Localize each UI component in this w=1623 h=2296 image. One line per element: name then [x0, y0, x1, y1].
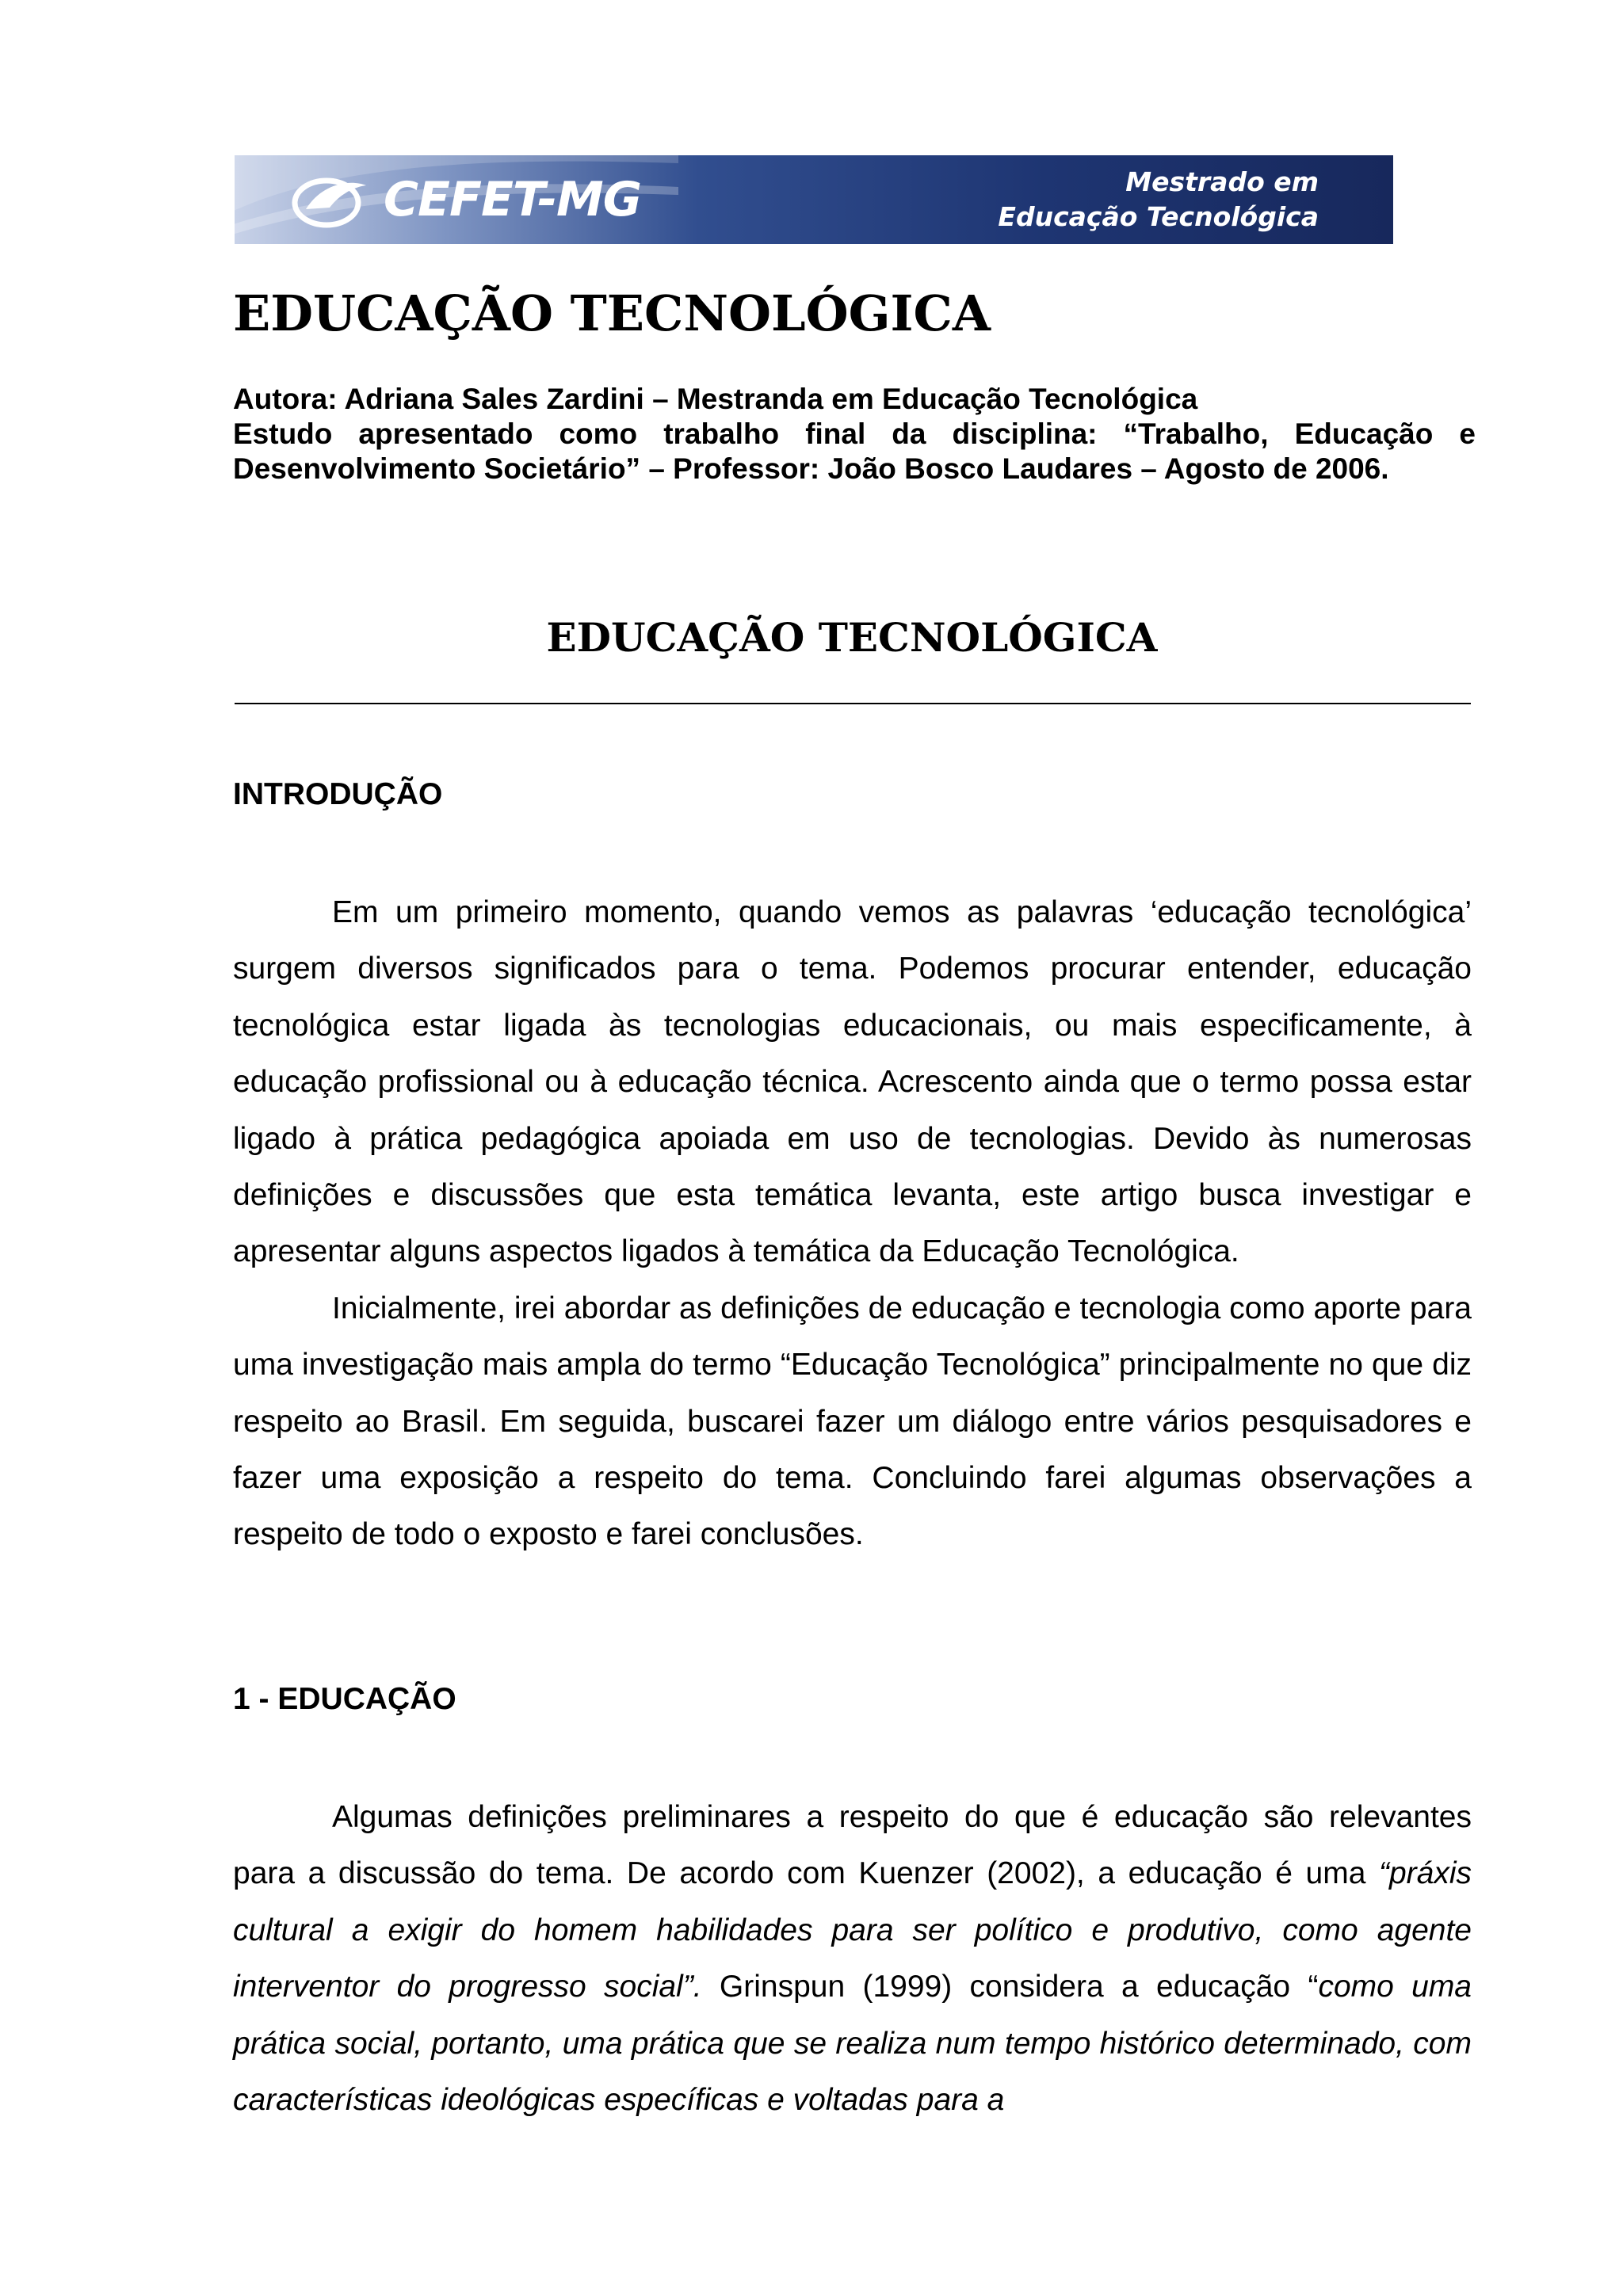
introduction-paragraph-1: Em um primeiro momento, quando vemos as palavras ‘educação tecnológica’ surgem diversos significados para o tema. Podemos procurar entender, educação tecnológica estar ligada às tecnologias educacionais, ou mais especificamente, à educação profissional ou à educação técnica. Acrescento ainda que o termo possa estar ligado à prática pedagógica apoiada em uso de tecnologias. Devido às numerosas definições e discussões que esta temática levanta, este artigo busca investigar e apresentar alguns aspectos ligados à temática da Educação Tecnológica.: [233, 895, 1472, 1269]
header-banner: [235, 155, 1393, 244]
banner-subtitle-line2: Educação Tecnológica: [998, 201, 1319, 232]
section-title: EDUCAÇÃO TECNOLÓGICA: [546, 614, 1158, 661]
cefet-logo-text: CEFET-MG: [384, 172, 641, 227]
document-title: EDUCAÇÃO TECNOLÓGICA: [233, 284, 991, 342]
education-heading: 1 - EDUCAÇÃO: [233, 1682, 456, 1716]
education-body: [233, 1789, 1472, 2128]
education-text-2: Grinspun (1999) considera a educação “: [701, 1970, 1319, 2004]
kuenzer-quote: “práxis cultural a exigir do homem habilidades para ser político e produtivo, como agente interventor do progresso social”.: [233, 1856, 1472, 2004]
study-line: Estudo apresentado como trabalho final da disciplina: “Trabalho, Educação e Desenvolvimento Societário” – Professor: João Bosco Laudares – Agosto de 2006.: [233, 418, 1476, 485]
education-text-1: Algumas definições preliminares a respeito do que é educação são relevantes para a discussão do tema. De acordo com Kuenzer (2002), a educação é uma: [233, 1800, 1472, 1891]
introduction-heading: INTRODUÇÃO: [233, 777, 443, 811]
banner-subtitle-line1: Mestrado em: [1125, 166, 1319, 197]
introduction-body: [233, 884, 1472, 1563]
education-paragraph-1: [233, 1789, 1472, 2128]
author-line: Autora: Adriana Sales Zardini – Mestranda em Educação Tecnológica: [233, 383, 1198, 415]
banner-subtitle: [998, 165, 1319, 235]
document-meta: [233, 382, 1476, 486]
grinspun-quote: como uma prática social, portanto, uma prática que se realiza num tempo histórico determinado, com características ideológicas específicas e voltadas para a: [233, 1970, 1472, 2118]
title-divider: [235, 703, 1471, 704]
introduction-paragraph-2: Inicialmente, irei abordar as definições de educação e tecnologia como aporte para uma investigação mais ampla do termo “Educação Tecnológica” principalmente no que diz respeito ao Brasil. Em seguida, buscarei fazer um diálogo entre vários pesquisadores e fazer uma exposição a respeito do tema. Concluindo farei algumas observações a respeito de todo o exposto e farei conclusões.: [233, 1291, 1472, 1552]
cefet-logo-icon: [290, 168, 369, 231]
